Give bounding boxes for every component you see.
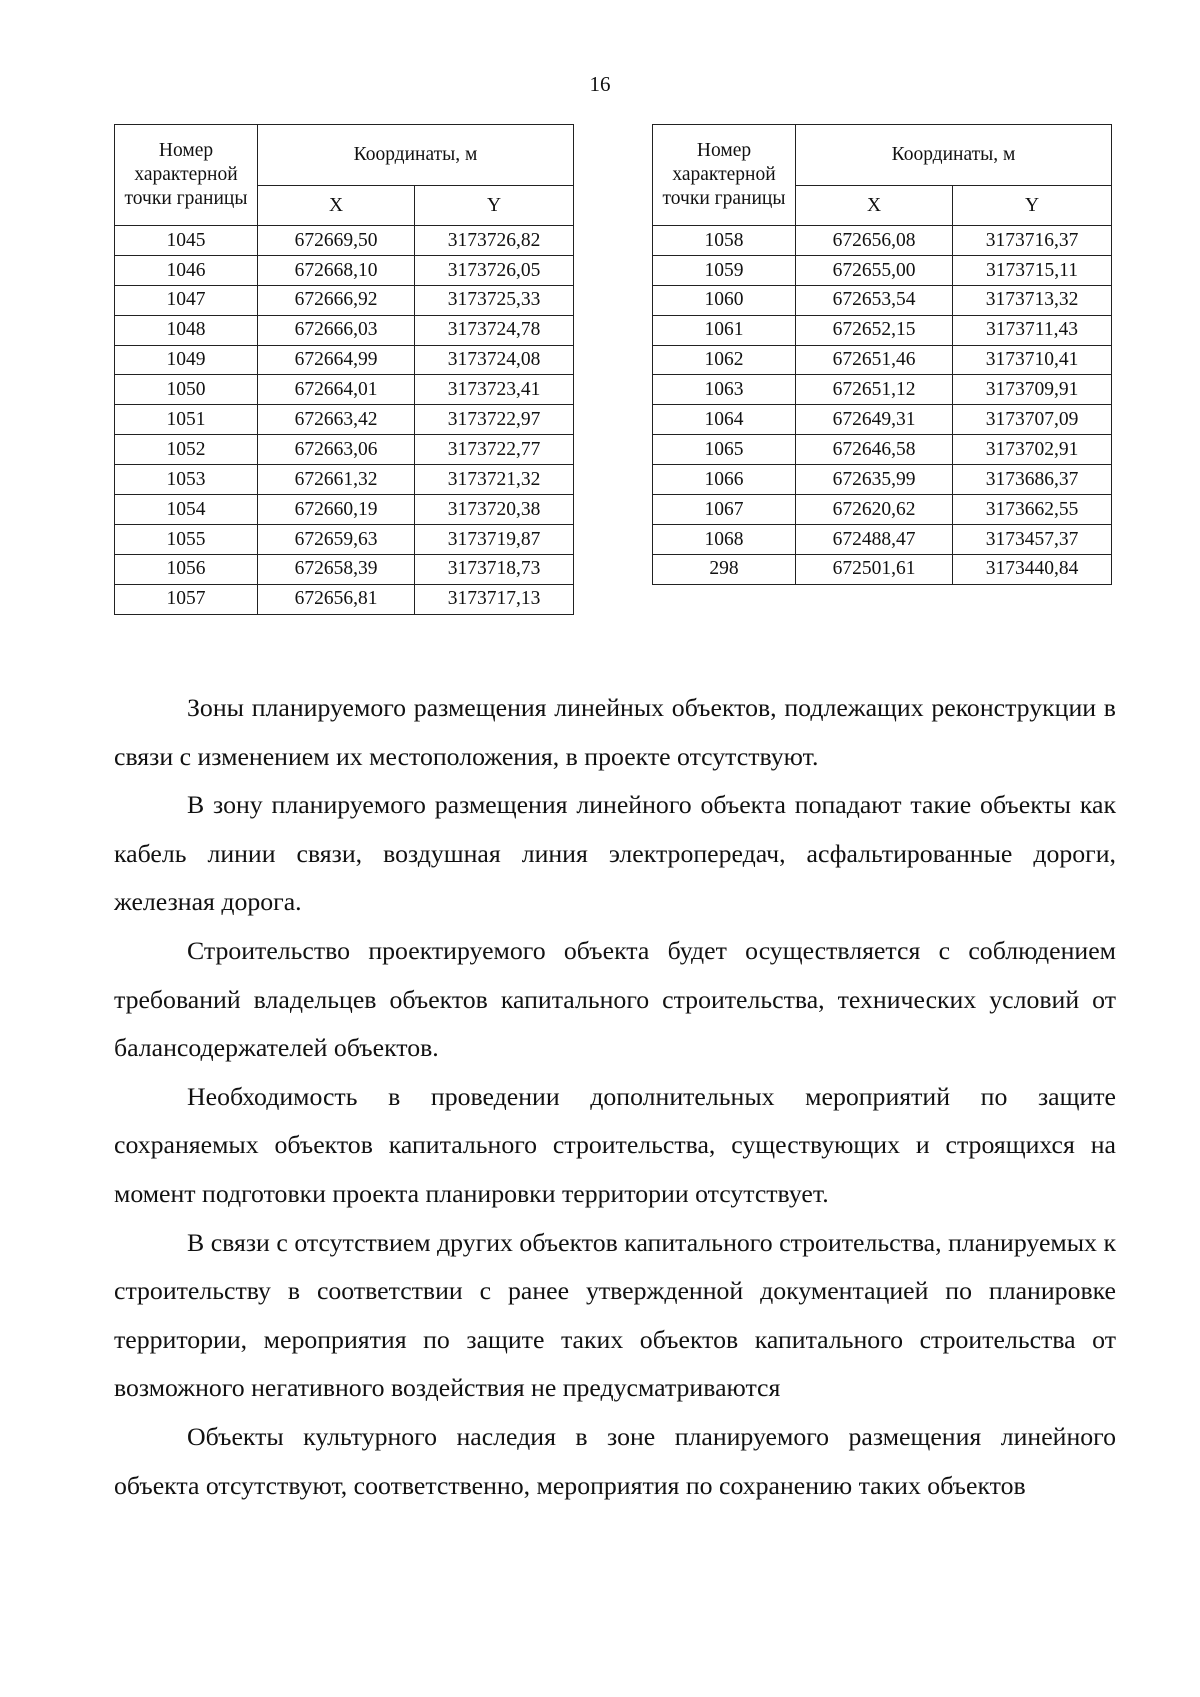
table-row <box>653 345 1112 375</box>
x-coordinate-cell: 672659,63 <box>258 524 415 554</box>
paragraph: В зону планируемого размещения линейного объекта попадают такие объекты как кабель линии связи, воздушная линия электропередач, асфальтированные дороги, железная дорога. <box>114 790 1116 917</box>
x-coordinate-cell: 672501,61 <box>796 554 953 584</box>
y-coordinate-cell: 3173709,91 <box>953 375 1112 405</box>
y-header: Y <box>415 186 574 226</box>
x-coordinate-cell: 672646,58 <box>796 435 953 465</box>
y-coordinate-cell: 3173707,09 <box>953 405 1112 435</box>
coordinates-header: Координаты, м <box>258 125 574 186</box>
point-number-cell: 1054 <box>115 495 258 525</box>
y-coordinate-cell: 3173723,41 <box>415 375 574 405</box>
table-row <box>653 315 1112 345</box>
point-number-header: Номер характерной точки границы <box>653 125 796 226</box>
y-coordinate-cell: 3173724,78 <box>415 315 574 345</box>
table-row <box>115 554 574 584</box>
x-coordinate-cell: 672651,12 <box>796 375 953 405</box>
point-number-cell: 298 <box>653 554 796 584</box>
y-coordinate-cell: 3173718,73 <box>415 554 574 584</box>
table-row <box>653 375 1112 405</box>
table-row <box>115 285 574 315</box>
y-coordinate-cell: 3173440,84 <box>953 554 1112 584</box>
y-coordinate-cell: 3173686,37 <box>953 465 1112 495</box>
paragraph: В связи с отсутствием других объектов капитального строительства, планируемых к строительству в соответствии с ранее утвержденной документацией по планировке территории, мероприятия по защите таких объектов капитального строительства от возможного негативного воздействия не предусматриваются <box>114 1227 1116 1403</box>
x-header: X <box>258 186 415 226</box>
point-number-cell: 1064 <box>653 405 796 435</box>
point-number-cell: 1048 <box>115 315 258 345</box>
page-number: 16 <box>589 72 611 96</box>
point-number-cell: 1058 <box>653 226 796 256</box>
table-row <box>115 524 574 554</box>
y-coordinate-cell: 3173722,97 <box>415 405 574 435</box>
y-coordinate-cell: 3173726,05 <box>415 255 574 285</box>
x-coordinate-cell: 672666,03 <box>258 315 415 345</box>
y-coordinate-cell: 3173726,82 <box>415 226 574 256</box>
y-coordinate-cell: 3173711,43 <box>953 315 1112 345</box>
point-number-cell: 1057 <box>115 584 258 614</box>
y-coordinate-cell: 3173722,77 <box>415 435 574 465</box>
point-number-cell: 1063 <box>653 375 796 405</box>
table-row <box>115 375 574 405</box>
x-coordinate-cell: 672661,32 <box>258 465 415 495</box>
x-coordinate-cell: 672655,00 <box>796 255 953 285</box>
y-coordinate-cell: 3173715,11 <box>953 255 1112 285</box>
table-row <box>115 226 574 256</box>
x-coordinate-cell: 672620,62 <box>796 495 953 525</box>
point-number-cell: 1050 <box>115 375 258 405</box>
coordinates-header: Координаты, м <box>796 125 1112 186</box>
body-text <box>114 684 1116 1510</box>
table-row <box>653 226 1112 256</box>
x-coordinate-cell: 672660,19 <box>258 495 415 525</box>
y-coordinate-cell: 3173713,32 <box>953 285 1112 315</box>
point-number-cell: 1065 <box>653 435 796 465</box>
x-coordinate-cell: 672668,10 <box>258 255 415 285</box>
table-row <box>653 554 1112 584</box>
point-number-cell: 1046 <box>115 255 258 285</box>
table-row <box>653 465 1112 495</box>
point-number-header: Номер характерной точки границы <box>115 125 258 226</box>
x-coordinate-cell: 672666,92 <box>258 285 415 315</box>
point-number-cell: 1067 <box>653 495 796 525</box>
point-number-cell: 1047 <box>115 285 258 315</box>
paragraph: Необходимость в проведении дополнительных мероприятий по защите сохраняемых объектов капитального строительства, существующих и строящихся на момент подготовки проекта планировки территории отсутствует. <box>114 1081 1116 1208</box>
y-coordinate-cell: 3173717,13 <box>415 584 574 614</box>
point-number-cell: 1066 <box>653 465 796 495</box>
y-coordinate-cell: 3173719,87 <box>415 524 574 554</box>
y-coordinate-cell: 3173716,37 <box>953 226 1112 256</box>
y-header: Y <box>953 186 1112 226</box>
x-coordinate-cell: 672669,50 <box>258 226 415 256</box>
x-coordinate-cell: 672663,06 <box>258 435 415 465</box>
point-number-cell: 1053 <box>115 465 258 495</box>
x-coordinate-cell: 672653,54 <box>796 285 953 315</box>
table-row <box>115 345 574 375</box>
x-coordinate-cell: 672652,15 <box>796 315 953 345</box>
point-number-cell: 1059 <box>653 255 796 285</box>
table-row <box>115 405 574 435</box>
table-row <box>115 495 574 525</box>
point-number-cell: 1056 <box>115 554 258 584</box>
table-row <box>653 524 1112 554</box>
table-row <box>653 495 1112 525</box>
point-number-cell: 1055 <box>115 524 258 554</box>
point-number-cell: 1068 <box>653 524 796 554</box>
point-number-cell: 1060 <box>653 285 796 315</box>
y-coordinate-cell: 3173720,38 <box>415 495 574 525</box>
x-coordinate-cell: 672651,46 <box>796 345 953 375</box>
table-row <box>115 465 574 495</box>
y-coordinate-cell: 3173721,32 <box>415 465 574 495</box>
paragraph: Объекты культурного наследия в зоне планируемого размещения линейного объекта отсутствуют, соответственно, мероприятия по сохранению таких объектов <box>114 1421 1116 1500</box>
y-coordinate-cell: 3173662,55 <box>953 495 1112 525</box>
coordinates-table-right <box>652 124 1112 585</box>
point-number-cell: 1061 <box>653 315 796 345</box>
table-row <box>115 584 574 614</box>
y-coordinate-cell: 3173457,37 <box>953 524 1112 554</box>
table-row <box>653 285 1112 315</box>
paragraph: Строительство проектируемого объекта будет осуществляется с соблюдением требований владельцев объектов капитального строительства, технических условий от балансодержателей объектов. <box>114 935 1116 1063</box>
x-coordinate-cell: 672663,42 <box>258 405 415 435</box>
point-number-cell: 1049 <box>115 345 258 375</box>
point-number-cell: 1052 <box>115 435 258 465</box>
point-number-cell: 1051 <box>115 405 258 435</box>
point-number-cell: 1045 <box>115 226 258 256</box>
paragraph: Зоны планируемого размещения линейных объектов, подлежащих реконструкции в связи с изменением их местоположения, в проекте отсутствуют. <box>114 693 1116 771</box>
x-header: X <box>796 186 953 226</box>
table-row <box>653 405 1112 435</box>
table-row <box>115 315 574 345</box>
x-coordinate-cell: 672656,08 <box>796 226 953 256</box>
x-coordinate-cell: 672664,01 <box>258 375 415 405</box>
y-coordinate-cell: 3173702,91 <box>953 435 1112 465</box>
x-coordinate-cell: 672635,99 <box>796 465 953 495</box>
x-coordinate-cell: 672488,47 <box>796 524 953 554</box>
table-row <box>115 435 574 465</box>
y-coordinate-cell: 3173710,41 <box>953 345 1112 375</box>
table-row <box>115 255 574 285</box>
table-row <box>653 435 1112 465</box>
table-row <box>653 255 1112 285</box>
x-coordinate-cell: 672656,81 <box>258 584 415 614</box>
y-coordinate-cell: 3173724,08 <box>415 345 574 375</box>
x-coordinate-cell: 672649,31 <box>796 405 953 435</box>
x-coordinate-cell: 672658,39 <box>258 554 415 584</box>
coordinates-table-left <box>114 124 574 615</box>
x-coordinate-cell: 672664,99 <box>258 345 415 375</box>
point-number-cell: 1062 <box>653 345 796 375</box>
y-coordinate-cell: 3173725,33 <box>415 285 574 315</box>
